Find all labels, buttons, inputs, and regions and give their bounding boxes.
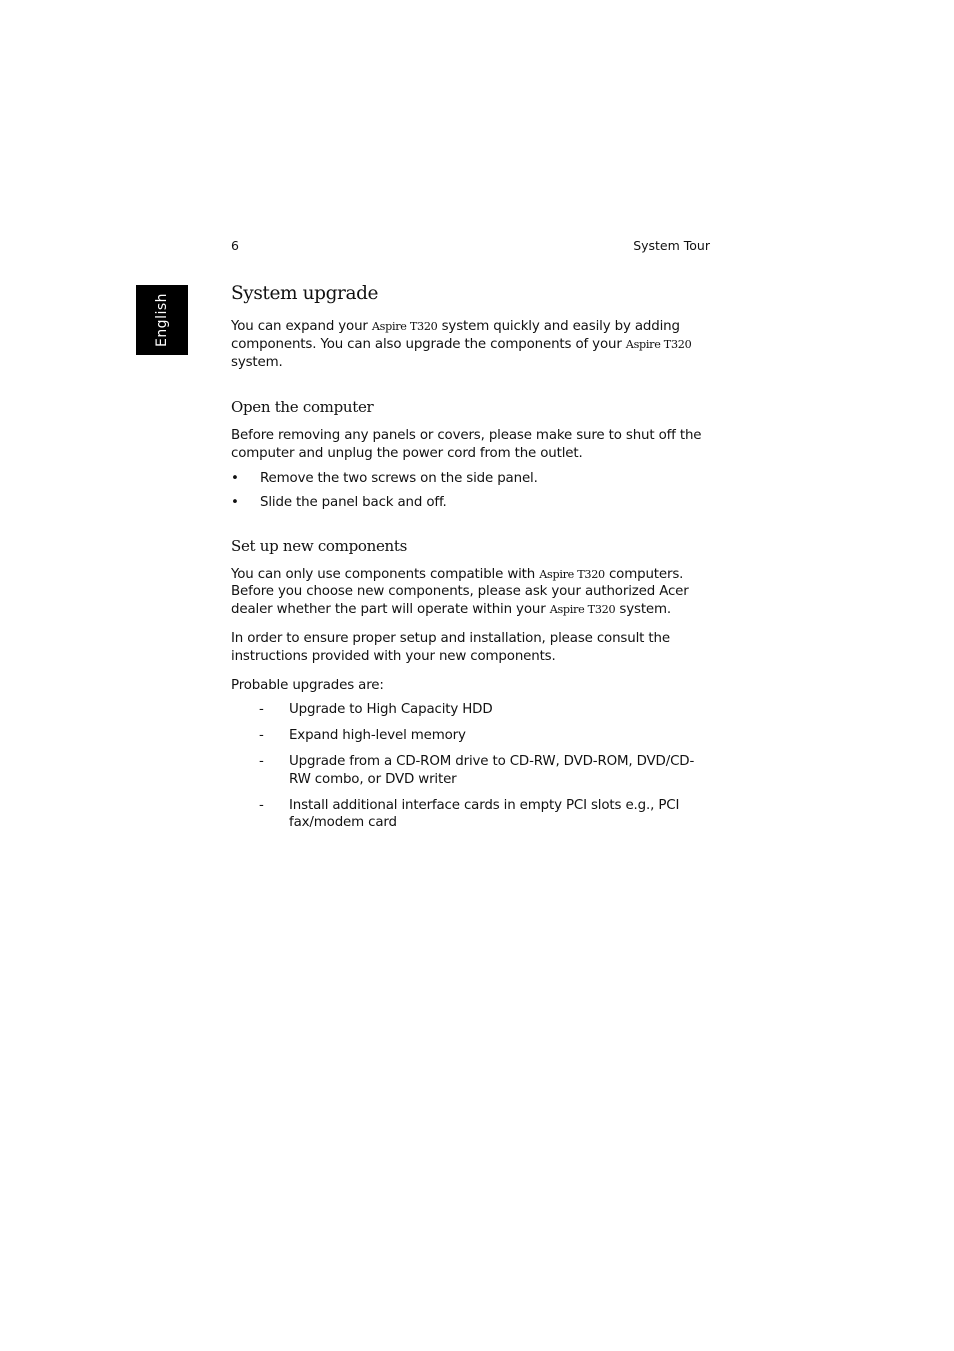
list-item: - Expand high-level memory [259,728,466,744]
upgrades-intro: Probable upgrades are: [231,677,384,693]
dash-marker: - [259,728,264,744]
dash-marker: - [259,753,264,769]
page-number: 6 [231,238,239,253]
upgrade-list [231,701,713,832]
language-tab [136,285,188,355]
product-name: Aspire T320 [539,567,605,581]
running-header: System Tour [633,238,710,253]
list-item: - Install additional interface cards in empty PCI slots e.g., PCI fax/modem card [259,797,680,831]
product-name: Aspire T320 [625,337,692,351]
subsection-title-new-components: Set up new components [231,536,408,555]
page-content [231,282,713,832]
section-title: System upgrade [231,283,379,304]
open-computer-paragraph: Before removing any panels or covers, please make sure to shut off the computer and unplug the power cord from the outlet. [231,428,702,462]
bullet-marker: • [231,494,239,510]
list-item: • Remove the two screws on the side panel. [231,470,538,486]
setup-paragraph: In order to ensure proper setup and installation, please consult the instructions provided with your new components. [231,630,670,664]
product-name: Aspire T320 [371,320,438,333]
list-item: - Upgrade from a CD-ROM drive to CD-RW, DVD-ROM, DVD/CD-RW combo, or DVD writer [259,753,695,787]
subsection-title-open-computer: Open the computer [231,398,374,417]
compatibility-paragraph: You can only use components compatible with Aspire T320 computers. Before you choose new components, please ask your authorized Acer dealer whether the part will operate within your Aspire T320 system. [231,566,689,618]
list-item: - Upgrade to High Capacity HDD [259,702,493,718]
bullet-marker: • [231,470,239,486]
product-name: Aspire T320 [549,603,616,617]
dash-marker: - [259,797,264,813]
dash-marker: - [259,702,264,718]
open-computer-steps [231,470,713,512]
language-tab-label: English [154,292,170,348]
intro-paragraph: You can expand your Aspire T320 system quickly and easily by adding components. You can also upgrade the components of your Aspire T320 system. [231,319,692,370]
list-item: • Slide the panel back and off. [231,494,447,510]
